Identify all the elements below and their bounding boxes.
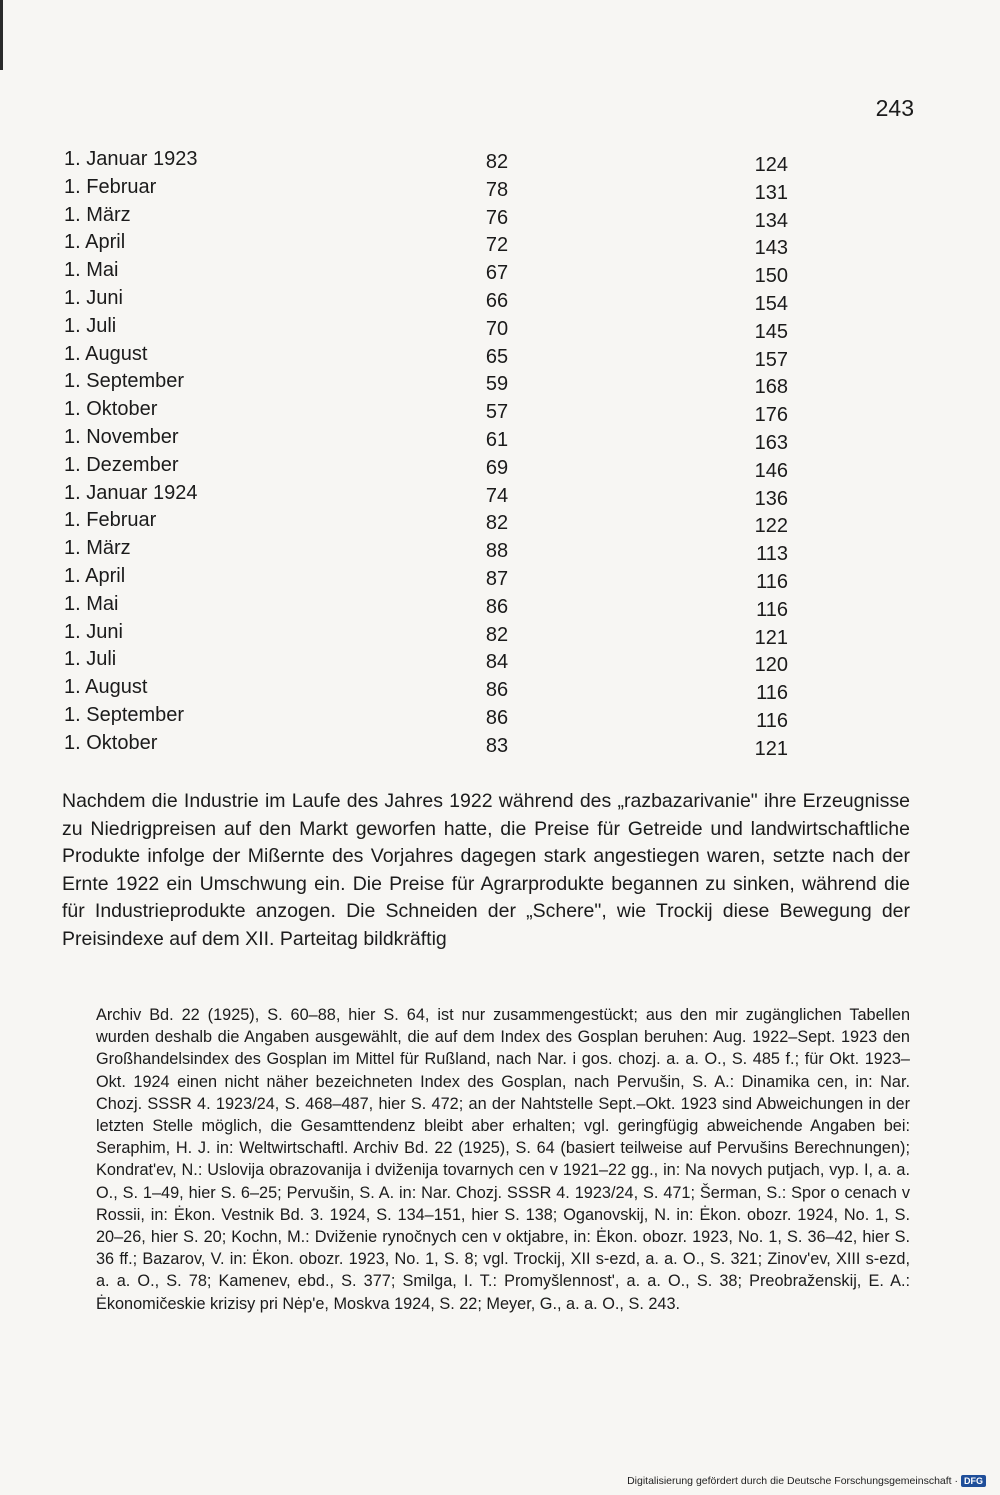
date-cell: 1. Januar 1923 (64, 148, 198, 170)
table-row (64, 592, 788, 621)
table-row (64, 509, 788, 538)
table-row (64, 314, 788, 343)
table-row (64, 175, 788, 204)
date-cell: 1. Mai (64, 592, 119, 615)
index-value-2: 121 (754, 626, 788, 649)
index-value-2: 168 (754, 376, 788, 399)
index-value-1: 72 (485, 234, 509, 257)
index-value-2: 116 (756, 570, 788, 593)
table-row (64, 370, 788, 399)
date-cell: 1. Dezember (64, 453, 179, 476)
date-cell: 1. Februar (64, 509, 157, 532)
index-value-2: 146 (754, 459, 788, 482)
index-value-1: 82 (485, 512, 509, 535)
table-row (64, 703, 788, 732)
index-value-1: 83 (485, 734, 509, 757)
date-cell: 1. Oktober (64, 398, 158, 421)
index-value-1: 59 (485, 373, 509, 396)
index-value-2: 163 (754, 431, 788, 454)
date-cell: 1. Juli (64, 648, 117, 671)
page-number: 243 (875, 95, 914, 121)
index-value-1: 82 (485, 623, 509, 646)
index-value-1: 87 (485, 567, 509, 590)
index-value-2: 113 (756, 543, 788, 566)
index-value-1: 74 (485, 484, 509, 507)
index-value-2: 116 (756, 598, 788, 621)
index-value-2: 124 (754, 154, 788, 176)
date-cell: 1. Januar 1924 (64, 481, 198, 504)
index-value-1: 65 (485, 345, 509, 368)
credit-text: Digitalisierung gefördert durch die Deutsche Forschungsgemeinschaft · (627, 1475, 958, 1487)
index-value-1: 84 (485, 651, 509, 674)
table-row (64, 564, 788, 593)
date-cell: 1. Juni (64, 620, 123, 643)
table-row (64, 453, 788, 482)
index-value-1: 86 (485, 595, 509, 618)
date-cell: 1. April (64, 231, 126, 254)
index-value-1: 86 (485, 679, 509, 702)
date-cell: 1. November (64, 425, 179, 448)
page-edge-mark (0, 0, 3, 70)
table-row (64, 676, 788, 705)
index-value-2: 134 (754, 209, 788, 232)
table-row (64, 398, 788, 427)
table-row (64, 731, 788, 760)
table-row (64, 425, 788, 454)
index-value-1: 86 (485, 706, 509, 729)
table-row (64, 259, 788, 288)
index-value-1: 61 (485, 428, 509, 451)
index-value-2: 116 (756, 709, 788, 732)
index-value-2: 116 (756, 682, 788, 705)
date-cell: 1. Oktober (64, 731, 158, 754)
index-value-2: 157 (754, 348, 788, 371)
body-paragraph: Nachdem die Industrie im Laufe des Jahres 1922 während des „razbazarivanie" ihre Erzeugnisse zu Niedrigpreisen auf den Markt geworfen hatte, die Preise für Getreide und landwirtschaftliche Produkte infolge der Mißernte des Vorjahres dagegen stark angestiegen waren, setzte nach der Ernte 1922 ein Umschwung ein. Die Preise für Agrarprodukte begannen zu sinken, während die für Industrieprodukte anzogen. Die Schneiden der „Schere", wie Trockij diese Bewegung der Preisindexe auf dem XII. Parteitag bildkräftig (62, 790, 910, 950)
index-value-2: 120 (754, 654, 788, 677)
date-cell: 1. März (64, 203, 131, 226)
table-row (64, 648, 788, 677)
index-value-1: 66 (485, 289, 509, 312)
table-row (64, 342, 788, 371)
date-cell: 1. März (64, 537, 131, 560)
table-row (64, 481, 788, 510)
table-row (64, 203, 788, 232)
table-row (64, 148, 788, 176)
index-value-1: 78 (485, 178, 509, 201)
index-value-1: 67 (485, 262, 509, 285)
table-row (64, 286, 788, 315)
table-row (64, 620, 788, 649)
date-cell: 1. April (64, 564, 126, 587)
index-value-1: 76 (485, 206, 509, 229)
date-cell: 1. September (64, 370, 185, 393)
index-value-1: 82 (485, 151, 509, 173)
table-row (64, 231, 788, 260)
index-value-1: 57 (485, 401, 509, 424)
date-cell: 1. Mai (64, 259, 119, 282)
index-value-1: 88 (485, 540, 509, 563)
date-cell: 1. Februar (64, 175, 157, 198)
date-cell: 1. September (64, 703, 185, 726)
index-value-1: 70 (485, 317, 509, 340)
index-value-1: 69 (485, 456, 509, 479)
table-row (64, 537, 788, 566)
digitization-credit (627, 1475, 986, 1487)
index-value-2: 121 (754, 737, 788, 760)
date-cell: 1. Juni (64, 286, 123, 309)
index-value-2: 150 (754, 265, 788, 288)
date-cell: 1. August (64, 342, 148, 365)
index-value-2: 131 (754, 181, 788, 204)
price-index-table (64, 148, 788, 760)
footnote: Archiv Bd. 22 (1925), S. 60–88, hier S. 64, ist nur zusammengestückt; aus den mir zugänglichen Tabellen wurden deshalb die Angaben ausgewählt, die auf dem Index des Gosplan beruhen: Aug. 1922–Sept. 1923 den Großhandelsindex des Gosplan im Mittel für Rußland, nach Nar. i gos. chozj. a. a. O., S. 485 f.; für Okt. 1923–Okt. 1924 einen nicht näher bezeichneten Index des Gosplan, nach Pervušin, S. A.: Dinamika cen, in: Nar. Chozj. SSSR 4. 1923/24, S. 468–487, hier S. 472; an der Nahtstelle Sept.–Okt. 1923 sind Abweichungen in der letzten Stelle möglich, die Gesamttendenz bleibt aber erhalten; vgl. geringfügig abweichende Angaben bei: Seraphim, H. J. in: Weltwirtschaftl. Archiv Bd. 22 (1925), S. 64 (basiert teilweise auf Pervušins Berechnungen); Kondrat'ev, N.: Uslovija obrazovanija i dviženija tovarnych cen v 1921–22 gg., in: Na novych putjach, vyp. I, a. a. O., S. 1–49, hier S. 6–25; Pervušin, S. A. in: Nar. Chozj. SSSR 4. 1923/24, S. 471; Šerman, S.: Spor o cenach v Rossii, in: Ėkon. Vestnik Bd. 3. 1924, S. 134–151, hier S. 138; Oganovskij, N. in: Ėkon. obozr. 1924, No. 1, S. 20–26, hier S. 20; Kochn, M.: Dviženie rynočnych cen v oktjabre, in: Ėkon. obozr. 1923, No. 1, S. 36–42, hier S. 36 ff.; Bazarov, V. in: Ėkon. obozr. 1923, No. 1, S. 8; vgl. Trockij, XII s-ezd, a. a. O., S. 321; Zinov'ev, XIII s-ezd, a. a. O., S. 78; Kamenev, ebd., S. 377; Smilga, I. T.: Promyšlennost', a. a. O., S. 38; Preobraženskij, E. A.: Ėkonomičeskie krizisy pri Nėp'e, Moskva 1924, S. 22; Meyer, G., a. a. O., S. 243. (96, 1006, 910, 1313)
index-value-2: 136 (754, 487, 788, 510)
dfg-logo: DFG (961, 1475, 986, 1487)
date-cell: 1. August (64, 676, 148, 699)
index-value-2: 145 (754, 320, 788, 343)
index-value-2: 122 (754, 515, 788, 538)
index-value-2: 154 (754, 292, 788, 315)
index-value-2: 176 (754, 404, 788, 427)
date-cell: 1. Juli (64, 314, 117, 337)
index-value-2: 143 (754, 237, 788, 260)
